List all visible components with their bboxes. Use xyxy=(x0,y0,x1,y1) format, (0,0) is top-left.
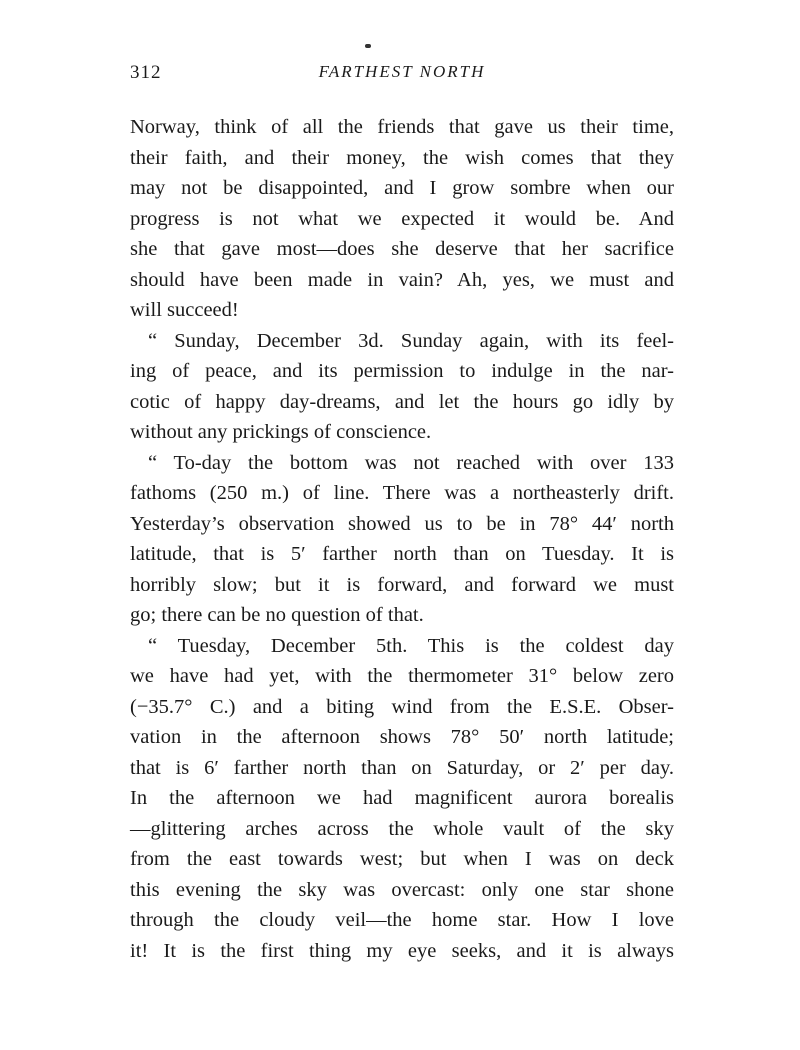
text-line: we have had yet, with the thermometer 31° below zero xyxy=(130,665,674,687)
text-line: “ Tuesday, December 5th. This is the coldest day xyxy=(148,634,674,657)
text-line: will succeed! xyxy=(130,299,239,321)
text-line: “ To-day the bottom was not reached with over 133 xyxy=(148,451,674,474)
text-line: Yesterday’s observation showed us to be in 78° 44′ north xyxy=(130,512,674,535)
text-line: ing of peace, and its permission to indulge in the nar- xyxy=(130,360,674,382)
text-line: their faith, and their money, the wish comes that they xyxy=(130,146,674,169)
text-line: —glittering arches across the whole vault of the sky xyxy=(130,817,674,840)
text-line: without any prickings of conscience. xyxy=(130,421,432,443)
text-line: she that gave most—does she deserve that her sacrifice xyxy=(130,238,674,260)
running-title: FARTHEST NORTH xyxy=(318,62,486,81)
text-line: In the afternoon we had magnificent aurora borealis xyxy=(130,787,674,809)
text-line: “ Sunday, December 3d. Sunday again, with its feel- xyxy=(148,329,674,352)
text-line: this evening the sky was overcast: only one star shone xyxy=(130,878,674,901)
text-line: from the east towards west; but when I was on deck xyxy=(130,848,674,870)
text-line: fathoms (250 m.) of line. There was a northeasterly drift. xyxy=(130,482,674,504)
text-line: that is 6′ farther north than on Saturday, or 2′ per day. xyxy=(130,756,674,779)
text-line: progress is not what we expected it would be. And xyxy=(130,207,674,230)
printer-mark xyxy=(365,44,371,48)
text-line: vation in the afternoon shows 78° 50′ north latitude; xyxy=(130,726,674,748)
body-text xyxy=(130,112,674,966)
running-head xyxy=(130,62,674,88)
text-line: may not be disappointed, and I grow sombre when our xyxy=(130,177,674,199)
text-line: Norway, think of all the friends that gave us their time, xyxy=(130,116,674,138)
text-line: (−35.7° C.) and a biting wind from the E.S.E. Obser- xyxy=(130,695,674,718)
text-line: should have been made in vain? Ah, yes, we must and xyxy=(130,268,674,291)
page-number: 312 xyxy=(130,62,162,83)
text-line: horribly slow; but it is forward, and forward we must xyxy=(130,573,674,596)
text-line: it! It is the first thing my eye seeks, and it is always xyxy=(130,939,674,962)
text-line: cotic of happy day-dreams, and let the hours go idly by xyxy=(130,390,674,413)
text-line: latitude, that is 5′ farther north than on Tuesday. It is xyxy=(130,543,674,565)
text-line: through the cloudy veil—the home star. How I love xyxy=(130,909,674,931)
text-line: go; there can be no question of that. xyxy=(130,604,424,626)
